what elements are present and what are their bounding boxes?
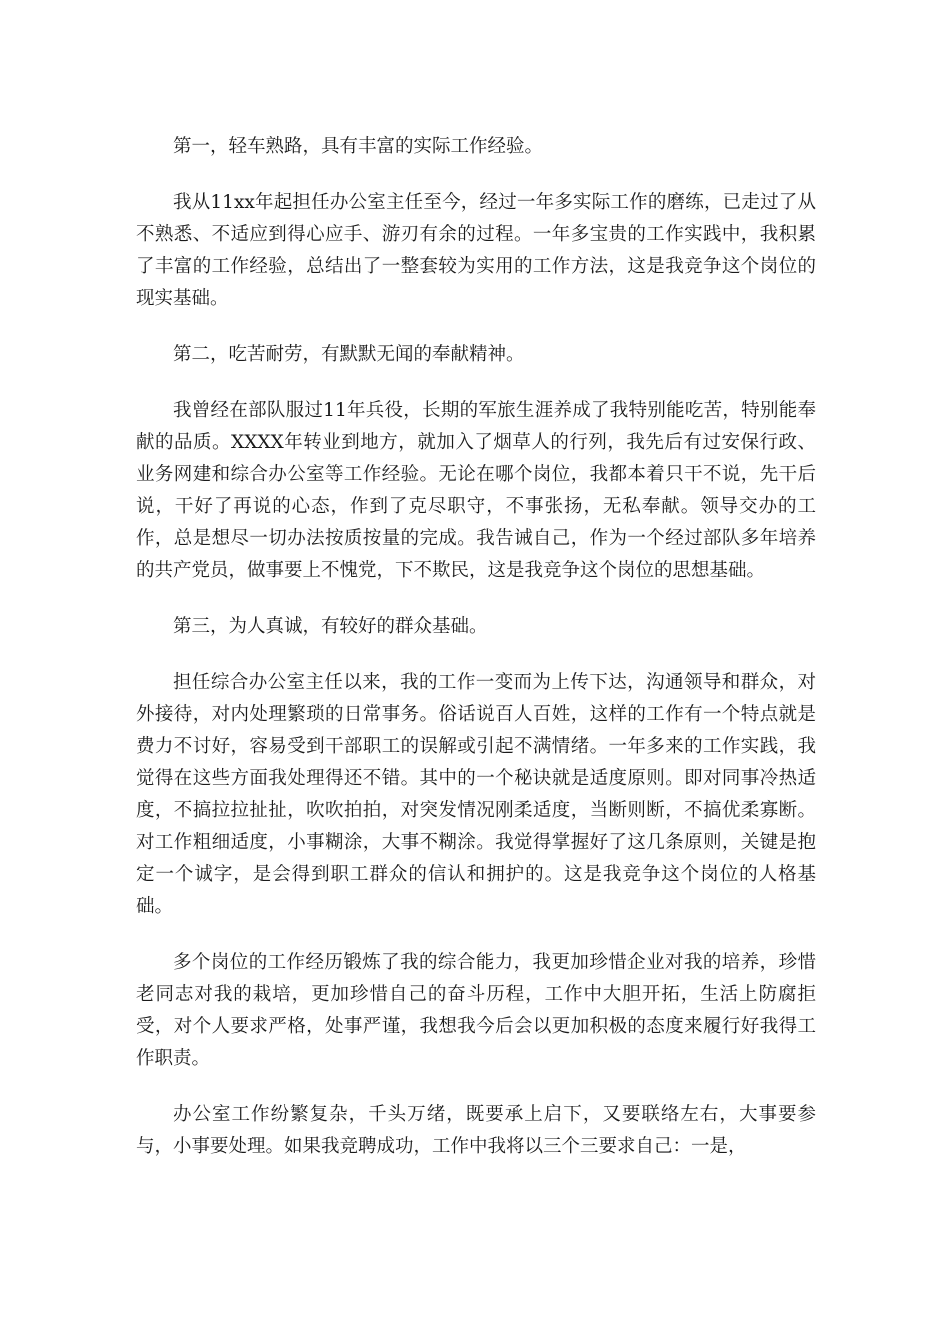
section-heading-3: 第三，为人真诚，有较好的群众基础。 xyxy=(173,616,488,637)
paragraph: 我从11xx年起担任办公室主任至今，经过一年多实际工作的磨练，已走过了从不熟悉、不适应到得心应手、游刃有余的过程。一年多宝贵的工作实践中，我积累了丰富的工作经验，总结出了一整套较为实用的工作方法，这是我竞争这个岗位的现实基础。 xyxy=(136,192,816,309)
paragraph: 我曾经在部队服过11年兵役，长期的军旅生涯养成了我特别能吃苦，特别能奉献的品质。XXXX年转业到地方，就加入了烟草人的行列，我先后有过安保行政、业务网建和综合办公室等工作经验。无论在哪个岗位，我都本着只干不说，先干后说，干好了再说的心态，作到了克尽职守，不事张扬，无私奉献。领导交办的工作，总是想尽一切办法按质按量的完成。我告诫自己，作为一个经过部队多年培养的共产党员，做事要上不愧党，下不欺民，这是我竞争这个岗位的思想基础。 xyxy=(136,400,816,581)
document-body xyxy=(136,131,816,1187)
paragraph: 办公室工作纷繁复杂，千头万绪，既要承上启下，又要联络左右，大事要参与，小事要处理。如果我竞聘成功，工作中我将以三个三要求自己：一是， xyxy=(136,1104,816,1157)
paragraph: 担任综合办公室主任以来，我的工作一变而为上传下达，沟通领导和群众，对外接待，对内处理繁琐的日常事务。俗话说百人百姓，这样的工作有一个特点就是费力不讨好，容易受到干部职工的误解或引起不满情绪。一年多来的工作实践，我觉得在这些方面我处理得还不错。其中的一个秘诀就是适度原则。即对同事冷热适度，不搞拉拉扯扯，吹吹拍拍，对突发情况刚柔适度，当断则断，不搞优柔寡断。对工作粗细适度，小事糊涂，大事不糊涂。我觉得掌握好了这几条原则，关键是抱定一个诚字，是会得到职工群众的信认和拥护的。这是我竞争这个岗位的人格基础。 xyxy=(136,672,816,917)
section-heading-2: 第二，吃苦耐劳，有默默无闻的奉献精神。 xyxy=(173,344,525,365)
section-heading-1: 第一，轻车熟路，具有丰富的实际工作经验。 xyxy=(173,136,544,157)
paragraph: 多个岗位的工作经历锻炼了我的综合能力，我更加珍惜企业对我的培养，珍惜老同志对我的栽培，更加珍惜自己的奋斗历程，工作中大胆开拓，生活上防腐拒受，对个人要求严格，处事严谨，我想我今后会以更加积极的态度来履行好我得工作职责。 xyxy=(136,952,816,1069)
